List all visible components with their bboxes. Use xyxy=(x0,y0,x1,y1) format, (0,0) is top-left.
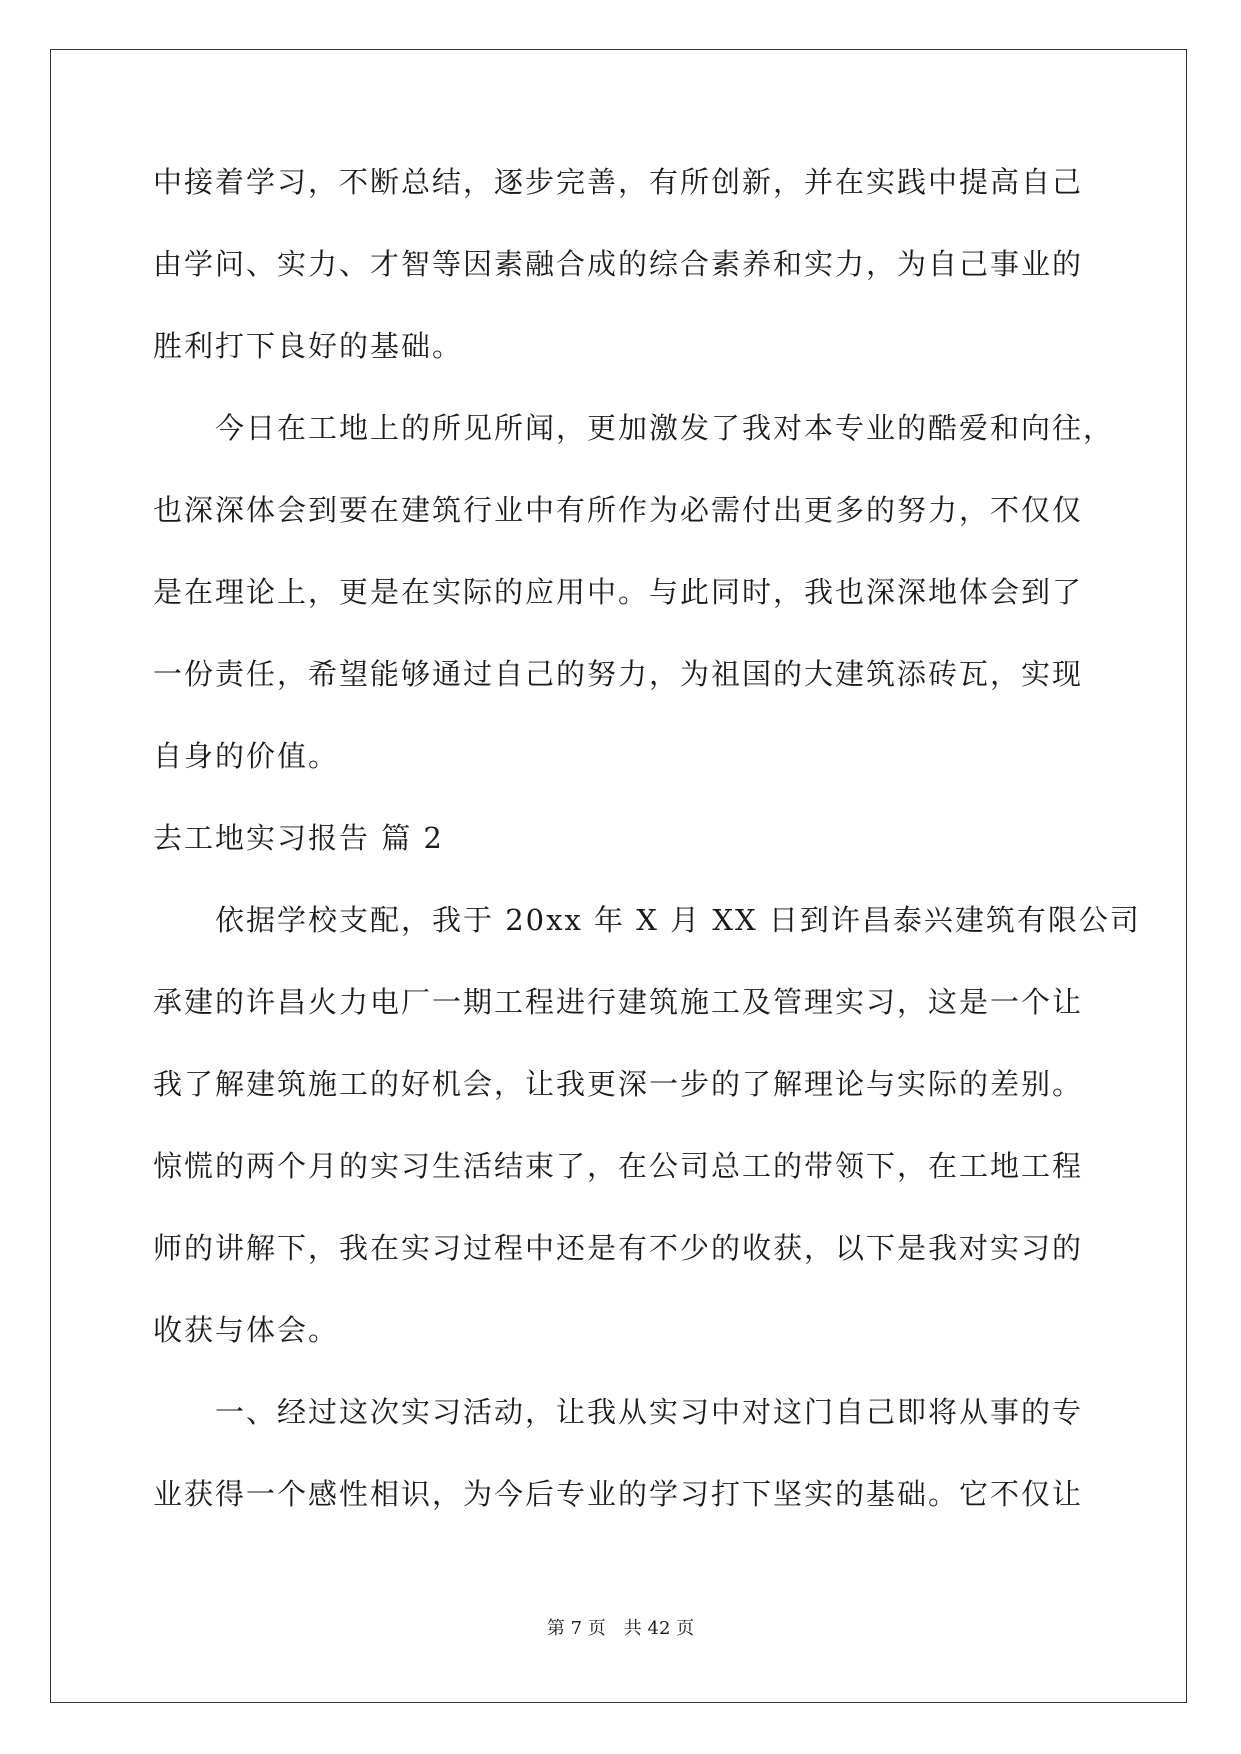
body-line: 师的讲解下，我在实习过程中还是有不少的收获，以下是我对实习的 xyxy=(153,1231,1084,1265)
section-heading: 去工地实习报告 篇 2 xyxy=(153,821,444,855)
body-line: 中接着学习，不断总结，逐步完善，有所创新，并在实践中提高自己 xyxy=(153,165,1084,199)
paragraph-start-line: 一、经过这次实习活动，让我从实习中对这门自己即将从事的专 xyxy=(215,1395,1084,1429)
body-line: 我了解建筑施工的好机会，让我更深一步的了解理论与实际的差别。 xyxy=(153,1067,1084,1101)
body-line: 惊慌的两个月的实习生活结束了，在公司总工的带领下，在工地工程 xyxy=(153,1149,1084,1183)
total-pages: 共 42 页 xyxy=(623,1618,695,1639)
body-line: 是在理论上，更是在实际的应用中。与此同时，我也深深地体会到了 xyxy=(153,575,1084,609)
body-line: 承建的许昌火力电厂一期工程进行建筑施工及管理实习，这是一个让 xyxy=(153,985,1084,1019)
paragraph-start-line: 今日在工地上的所见所闻，更加激发了我对本专业的酷爱和向往， xyxy=(215,411,1115,445)
page-footer xyxy=(0,1614,1241,1640)
body-line: 业获得一个感性相识，为今后专业的学习打下坚实的基础。它不仅让 xyxy=(153,1477,1084,1511)
page-border xyxy=(50,49,1187,1703)
body-line: 一份责任，希望能够通过自己的努力，为祖国的大建筑添砖瓦，实现 xyxy=(153,657,1084,691)
page-number: 第 7 页 xyxy=(546,1618,606,1639)
paragraph-start-line: 依据学校支配，我于 20xx 年 X 月 XX 日到许昌泰兴建筑有限公司 xyxy=(215,903,1141,937)
body-line: 由学问、实力、才智等因素融合成的综合素养和实力，为自己事业的 xyxy=(153,247,1084,281)
body-line: 胜利打下良好的基础。 xyxy=(153,329,464,363)
body-line: 也深深体会到要在建筑行业中有所作为必需付出更多的努力，不仅仅 xyxy=(153,493,1084,527)
body-line: 自身的价值。 xyxy=(153,739,340,773)
body-line: 收获与体会。 xyxy=(153,1313,340,1347)
